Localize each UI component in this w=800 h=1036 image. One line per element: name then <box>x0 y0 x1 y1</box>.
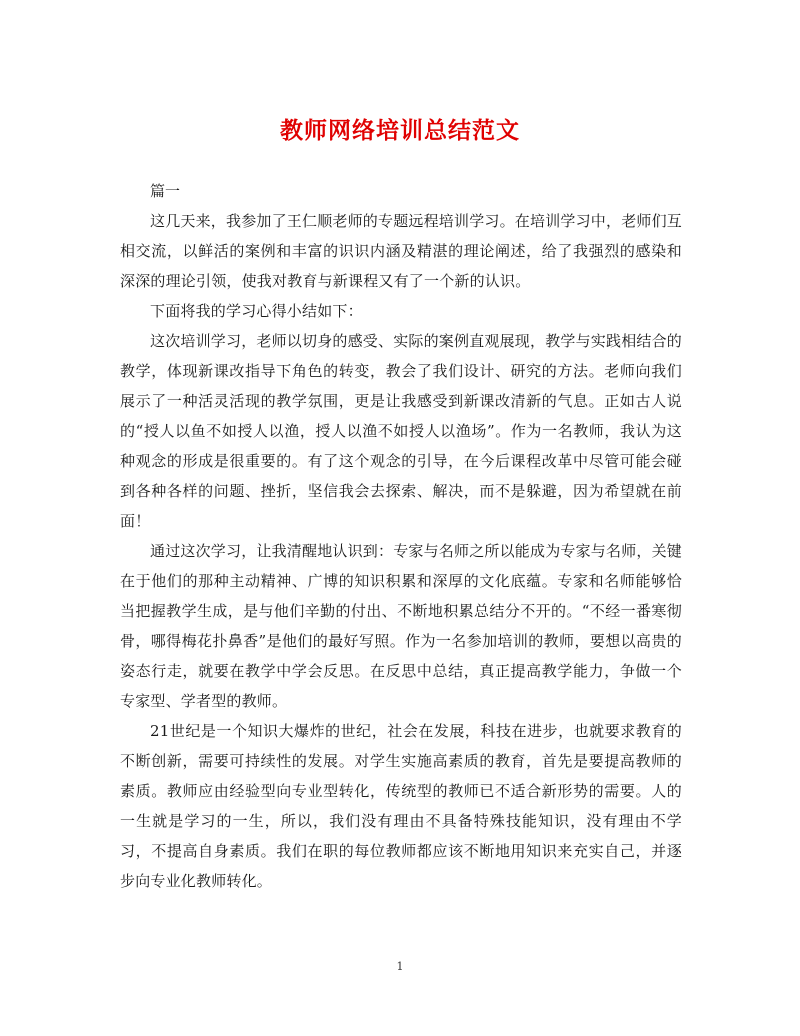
paragraph: 21世纪是一个知识大爆炸的世纪，社会在发展，科技在进步，也就要求教育的不断创新，需要可持续性的发展。对学生实施高素质的教育，首先是要提高教师的素质。教师应由经验型向专业型转化，传统型的教师已不适合新形势的需要。人的一生就是学习的一生，所以，我们没有理由不具备特殊技能知识，没有理由不学习，不提高自身素质。我们在职的每位教师都应该不断地用知识来充实自己，并逐步向专业化教师转化。 <box>120 722 682 890</box>
paragraph: 下面将我的学习心得小结如下： <box>150 302 363 320</box>
paragraph: 这次培训学习，老师以切身的感受、实际的案例直观展现，教学与实践相结合的教学，体现新课改指导下角色的转变，教会了我们设计、研究的方法。老师向我们展示了一种活灵活现的教学氛围，更是让我感受到新课改清新的气息。正如古人说的“授人以鱼不如授人以渔，授人以渔不如授人以渔场”。作为一名教师，我认为这种观念的形成是很重要的。有了这个观念的引导，在今后课程改革中尽管可能会碰到各种各样的问题、挫折，坚信我会去探索、解决，而不是躲避，因为希望就在前面！ <box>120 332 683 530</box>
section-label: 篇一 <box>150 182 181 200</box>
paragraph: 通过这次学习，让我清醒地认识到：专家与名师之所以能成为专家与名师，关键在于他们的那种主动精神、广博的知识积累和深厚的文化底蕴。专家和名师能够恰当把握教学生成，是与他们辛勤的付出、不断地积累总结分不开的。“不经一番寒彻骨，哪得梅花扑鼻香”是他们的最好写照。作为一名参加培训的教师，要想以高贵的姿态行走，就要在教学中学会反思。在反思中总结，真正提高教学能力，争做一个专家型、学者型的教师。 <box>120 542 683 710</box>
page-number: 1 <box>396 960 404 973</box>
paragraph: 这几天来，我参加了王仁顺老师的专题远程培训学习。在培训学习中，老师们互相交流，以鲜活的案例和丰富的识识内涵及精湛的理论阐述，给了我强烈的感染和深深的理论引领，使我对教育与新课程又有了一个新的认识。 <box>120 212 683 290</box>
document-body <box>120 176 682 896</box>
document-title: 教师网络培训总结范文 <box>280 117 520 144</box>
